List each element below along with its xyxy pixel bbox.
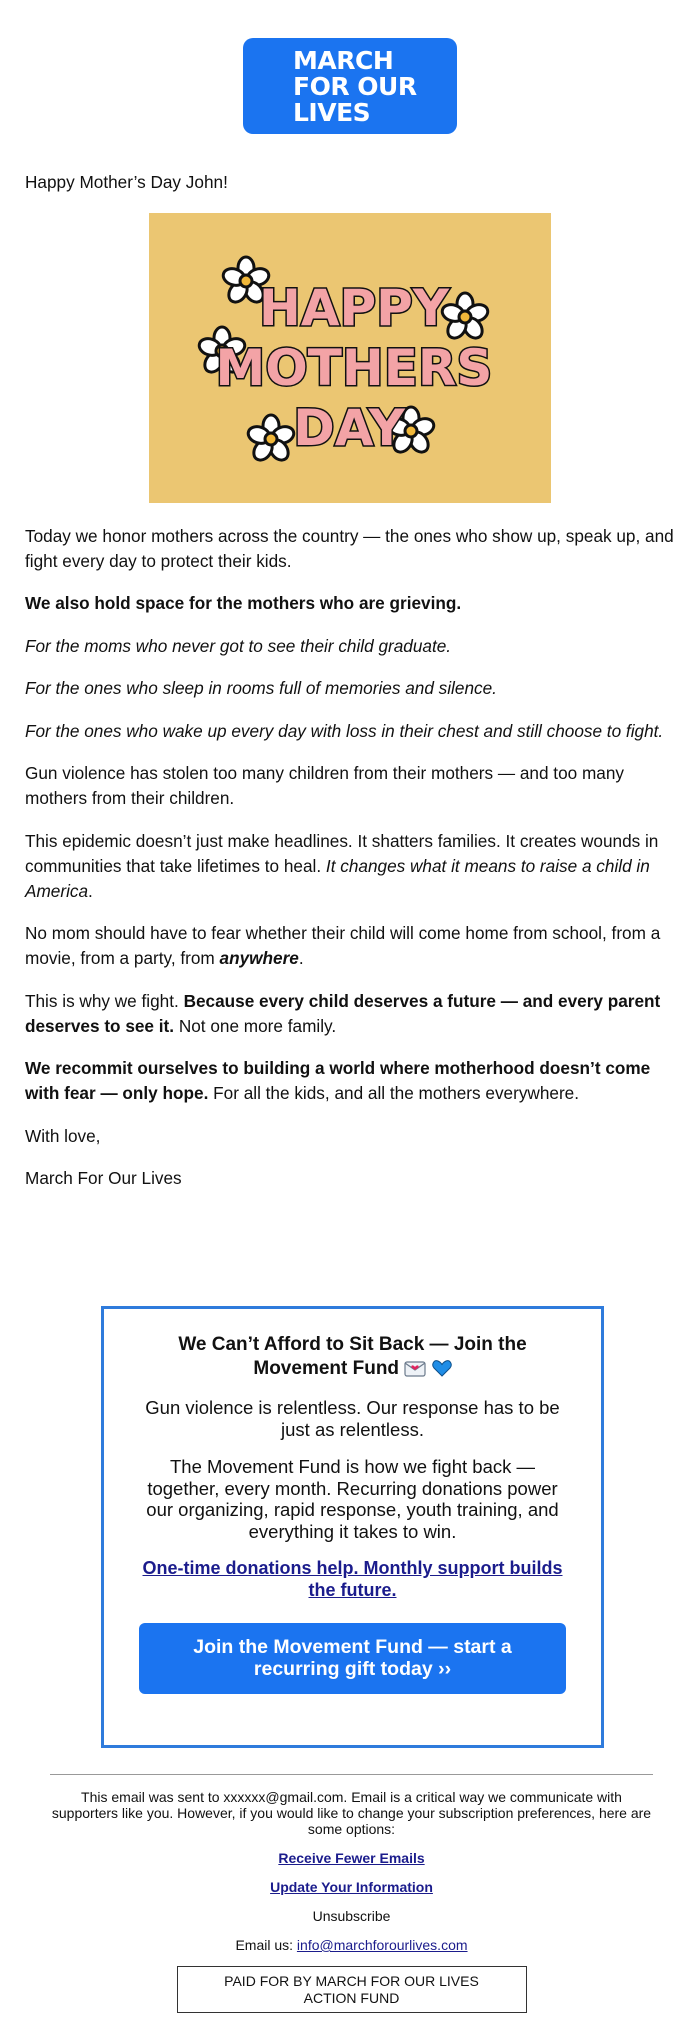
greeting: Happy Mother’s Day John! [25,172,228,192]
why-we-fight-paragraph: This is why we fight. Because every child deserves a future — and every parent deserves to see it. Not one more family. [25,990,661,1036]
receive-fewer-emails-link[interactable]: Receive Fewer Emails [278,1850,425,1866]
footer-divider [50,1774,653,1775]
signoff: With love, [25,1125,101,1146]
email-us-line: Email us: info@marchforourlives.com [235,1937,468,1953]
happy-mothers-day-image [149,213,551,503]
update-information-link[interactable]: Update Your Information [270,1879,433,1895]
fear-paragraph: No mom should have to fear whether their child will come home from school, from a movie, from a party, from anywhere. [25,923,661,968]
footer-notice: This email was sent to xxxxxx@gmail.com. Email is a critical way we communicate with supporters like you. However, if you would like to change your subscription preferences, here are some options: [51,1789,652,1837]
hero-line-1: HAPPY [258,278,450,337]
memories-line: For the ones who sleep in rooms full of memories and silence. [25,678,497,698]
grieving-statement: We also hold space for the mothers who are grieving. [25,593,462,613]
logo-line-3: LIVES [293,98,371,127]
email-body [25,170,675,1209]
fund-description: The Movement Fund is how we fight back — together, every month. Recurring donations power our organizing, rapid response, youth training, and everything it takes to win. [146,1456,559,1542]
epidemic-paragraph: This epidemic doesn’t just make headlines. It shatters families. It creates wounds in communities that take lifetimes to heal. It changes what it means to raise a child in America. [25,830,659,901]
fund-title: We Can’t Afford to Sit Back — Join the Movement Fund [178,1334,527,1379]
donations-link[interactable]: One-time donations help. Monthly support builds the future. [142,1558,563,1600]
envelope-heart-icon [404,1358,431,1379]
blue-heart-icon [432,1358,452,1379]
recommit-paragraph: We recommit ourselves to building a world where motherhood doesn’t come with fear — only hope. For all the kids, and all the mothers everywhere. [25,1058,651,1103]
logo-line-2: FOR OUR [293,72,417,101]
fund-relentless-text: Gun violence is relentless. Our response has to be just as relentless. [145,1397,560,1440]
graduate-line: For the moms who never got to see their child graduate. [25,635,452,656]
movement-fund-box [101,1306,604,1748]
signature: March For Our Lives [25,1168,182,1188]
hero-line-3: DAY [293,398,405,457]
wake-up-line: For the ones who wake up every day with loss in their chest and still choose to fight. [25,720,664,741]
unsubscribe-link[interactable]: Unsubscribe [312,1908,391,1924]
march-for-our-lives-logo[interactable] [243,38,457,134]
contact-email-link[interactable]: info@marchforourlives.com [296,1937,468,1953]
intro-paragraph: Today we honor mothers across the country — the ones who show up, speak up, and fight every day to protect their kids. [25,525,674,571]
join-movement-fund-button[interactable]: Join the Movement Fund — start a recurring gift today ›› [139,1623,566,1694]
paid-for-disclaimer: PAID FOR BY MARCH FOR OUR LIVES ACTION FUND [177,1966,527,2013]
logo-container [0,38,700,134]
logo-line-1: MARCH [293,46,394,75]
footer [50,1774,653,2013]
hero-line-2: MOTHERS [215,338,493,397]
stolen-paragraph: Gun violence has stolen too many children from their mothers — and too many mothers from their children. [25,763,624,808]
